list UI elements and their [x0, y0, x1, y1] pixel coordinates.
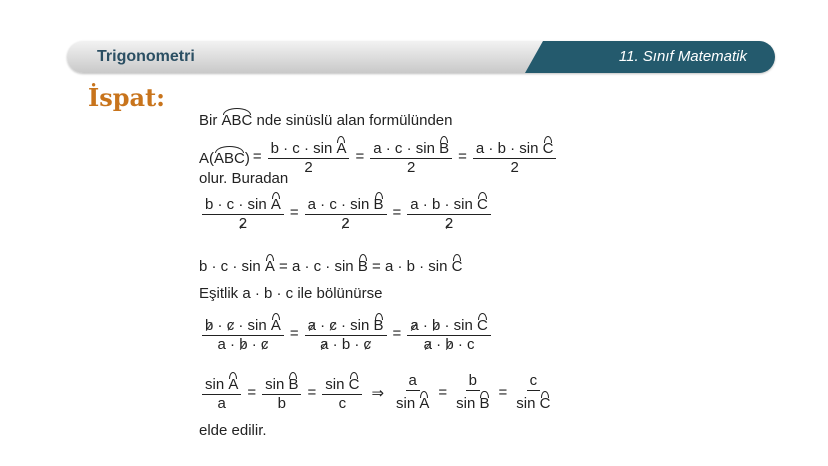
sine-law-formula: $\frac{\text{sin A}}{a}$ = $\frac{\text{sin B}}{b}$ = $\frac{\text{sin C}}{c}$ ⇒ $\frac{a}{\text{sin A}}$ = $\frac{b}{\text{sin B}}$ = $\frac{c}{\text{sin C}}$	[199, 372, 556, 413]
proof-heading: İspat:	[88, 83, 166, 112]
olur-text: olur. Buradan	[199, 170, 289, 187]
proof-intro: Bir ABC nde sinüslü alan formülünden	[199, 108, 452, 129]
conclusion-text: elde edilir.	[199, 422, 267, 439]
equality-line: b · c · sin A = a · c · sin B = a · b · sin C	[199, 254, 462, 275]
header-bar	[67, 41, 775, 73]
course-title: 11. Sınıf Matematik	[618, 48, 747, 65]
area-formula: A(ABC) = $\frac{\text{b · c · sin A}}{2}$ = $\frac{\text{a · c · sin B}}{2}$ = $\frac{\text{a · b · sin C}}{2}$	[199, 136, 559, 177]
cancel-twos-formula: $\frac{\text{b · c · sin A}}{2}$ = $\frac{\text{a · c · sin B}}{2}$ = $\frac{\text{a · b · sin C}}{2}$	[199, 192, 494, 233]
division-formula: $\frac{\text{b · c · sin A}}{a \cdot b \cdot c}$ = $\frac{\text{a · c · sin B}}{a \cdot b \cdot c}$ = $\frac{\text{a · b · sin C}}{a \cdot b \cdot c}$	[199, 313, 494, 354]
section-title: Trigonometri	[97, 48, 195, 65]
esitlik-text: Eşitlik a · b · c ile bölünürse	[199, 285, 383, 302]
